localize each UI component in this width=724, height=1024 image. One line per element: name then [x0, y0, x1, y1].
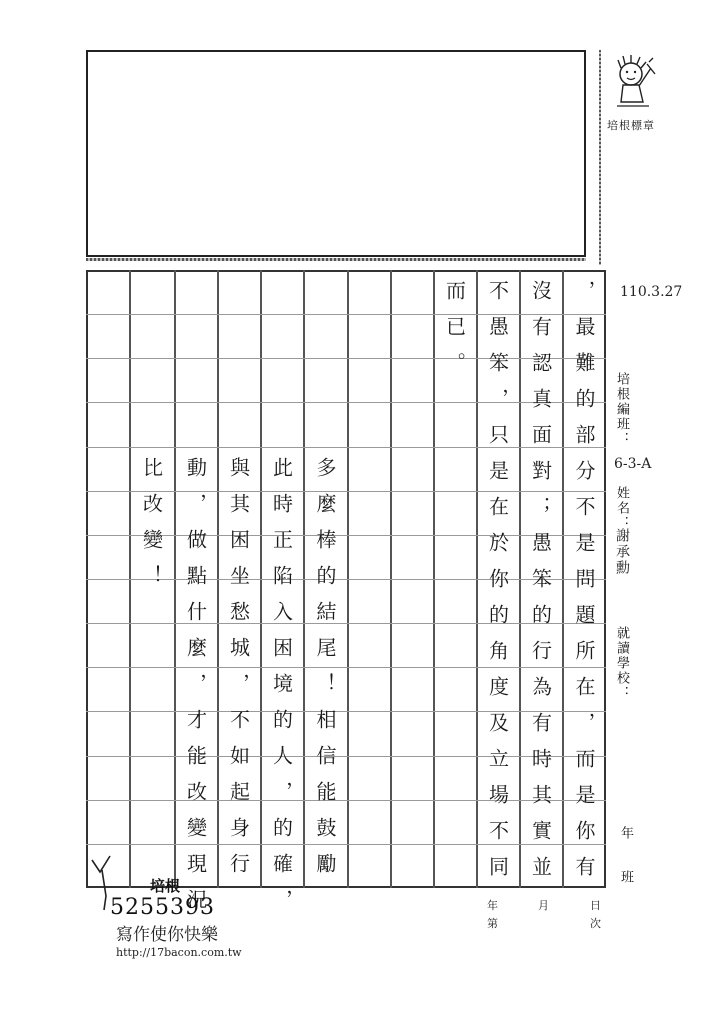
grid-row-line [86, 800, 606, 801]
grid-row-line [86, 667, 606, 668]
name-label: 姓名： [614, 486, 629, 531]
footer-round-suffix: 次 [590, 917, 601, 930]
grid-row-line [86, 447, 606, 448]
grid-row-line [86, 358, 606, 359]
footer-day-label: 日 [590, 899, 601, 912]
grid-row-line [86, 491, 606, 492]
grid-row-line [86, 314, 606, 315]
essay-column: ，最難的部分不是問題所在，而是你有 [572, 280, 596, 892]
grid-row-line [86, 535, 606, 536]
student-name: 謝承勳 [614, 528, 630, 576]
grid-row-line [86, 402, 606, 403]
class-value: 6-3-A [614, 456, 652, 472]
essay-column: 動，做點什麼，才能改變現況 [183, 456, 208, 925]
essay-column: 比改變！ [139, 456, 164, 601]
essay-column: 與其困坐愁城，不如起身行 [226, 456, 251, 889]
footer-year-label: 年 [487, 899, 498, 912]
essay-date: 110.3.27 [620, 284, 683, 300]
brand-slogan: 寫作使你快樂 [116, 925, 218, 945]
stamp-label: 培根標章 [607, 119, 655, 132]
grid-row-line [86, 579, 606, 580]
comment-box-border [86, 258, 586, 261]
essay-column: 不愚笨，只是在於你的角度及立場不同 [485, 280, 510, 892]
footer-month-label: 月 [538, 899, 549, 912]
grid-row-line [86, 844, 606, 845]
brand-url: http://17bacon.com.tw [116, 946, 242, 959]
footer-round-label: 第 [487, 917, 498, 930]
essay-column: 多麼棒的結尾！相信能鼓勵 [313, 456, 337, 889]
stamp-divider [599, 50, 601, 265]
class-label: 培根編班： [614, 372, 629, 447]
grid-row-line [86, 756, 606, 757]
grid-row-line [86, 711, 606, 712]
class-suffix: 班 [618, 870, 633, 885]
brand-name: 培根 [150, 877, 181, 895]
school-label: 就讀學校： [614, 626, 629, 701]
grade-label: 年 [618, 826, 633, 841]
stamp-panel [599, 50, 661, 265]
grid-row-line [86, 623, 606, 624]
essay-column: 而已。 [442, 280, 467, 388]
brand-code: 5255393 [110, 895, 215, 920]
bacon-mascot-icon [609, 54, 657, 112]
teacher-comment-box [86, 50, 586, 257]
essay-column: 沒有認真面對；愚笨的行為有時其實並 [528, 280, 553, 892]
teacher-check-mark-icon [88, 852, 120, 912]
essay-column: 此時正陷入困境的人，的確， [269, 456, 294, 925]
